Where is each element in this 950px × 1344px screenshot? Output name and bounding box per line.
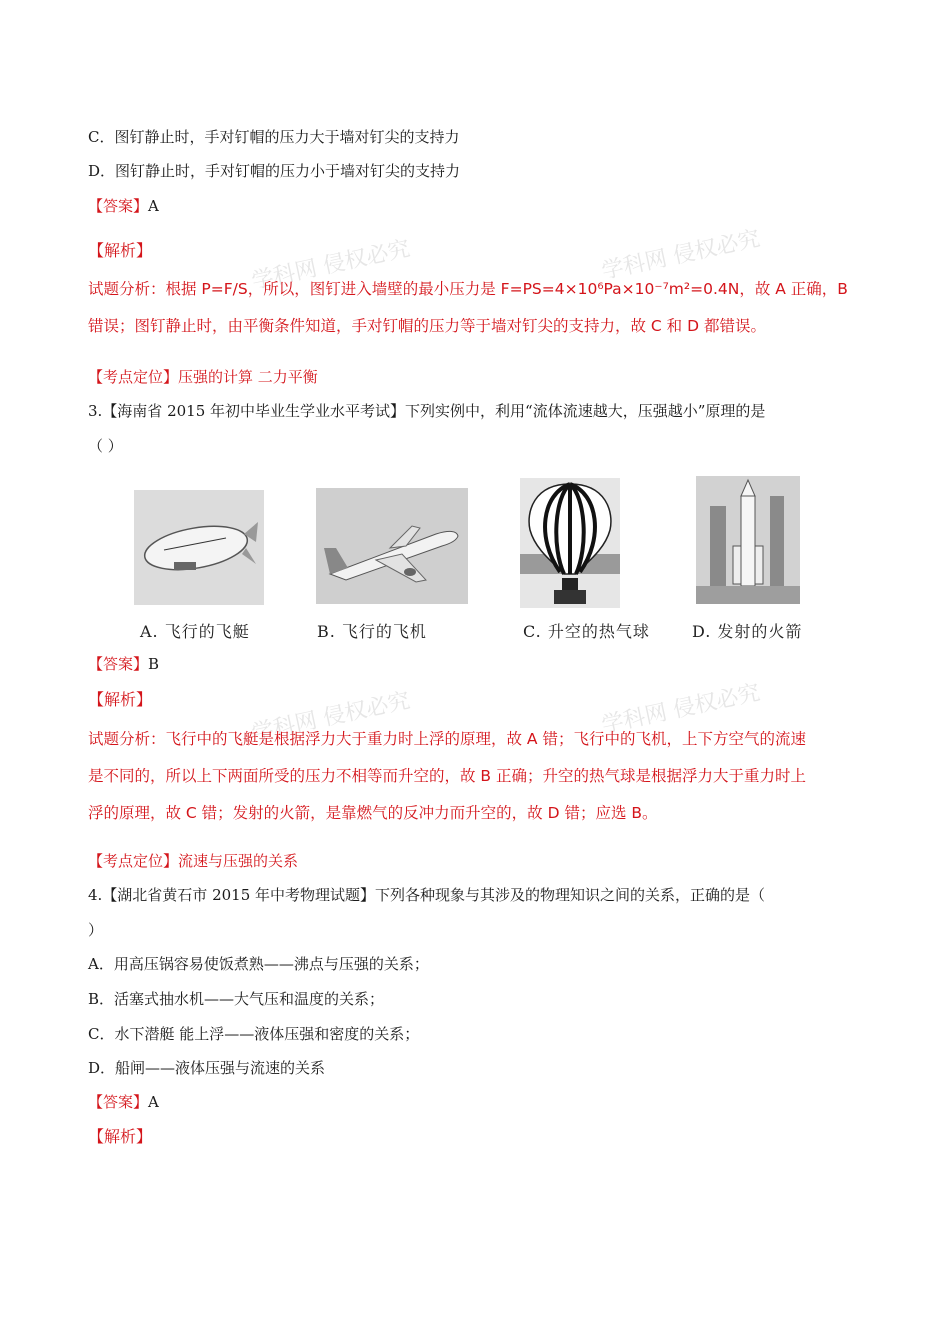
answer-value: A (148, 197, 159, 215)
caption-b: B. 飞行的飞机 (317, 622, 427, 641)
q3-stem-line2: （ ） (88, 437, 123, 455)
hot-air-balloon-image (520, 478, 620, 608)
q3-stem-line1: 3.【海南省 2015 年初中毕业生学业水平考试】下列实例中，利用“流体流速越大，压强越小”原理的是 (88, 402, 766, 420)
caption-a: A. 飞行的飞艇 (140, 622, 250, 641)
answer-value: B (148, 655, 160, 673)
kp-value: 流速与压强的关系 (178, 852, 299, 870)
airship-image (134, 490, 264, 605)
caption-d: D. 发射的火箭 (692, 622, 803, 641)
q4-option-c: C．水下潜艇 能上浮——液体压强和密度的关系； (88, 1025, 420, 1043)
watermark: 学科网 侵权必究 (249, 236, 413, 295)
q3-answer (88, 654, 159, 674)
answer-tag: 【答案】 (88, 1093, 149, 1111)
q4-stem-line2: ） (88, 921, 104, 939)
q2-answer (88, 196, 159, 216)
answer-tag: 【答案】 (88, 655, 149, 673)
watermark: 学科网 侵权必究 (599, 680, 763, 739)
kp-tag: 【考点定位】 (88, 852, 179, 870)
kp-tag: 【考点定位】 (88, 368, 179, 386)
rocket-image (696, 476, 800, 604)
watermark: 学科网 侵权必究 (249, 688, 413, 747)
q4-answer (88, 1092, 159, 1112)
q3-analysis-line2: 是不同的，所以上下两面所受的压力不相等而升空的，故 B 正确；升空的热气球是根据浮力大于重力时上 (88, 767, 806, 785)
q3-knowledge-point (88, 851, 298, 871)
q2-analysis-line1: 试题分析：根据 P=F/S，所以，图钉进入墙壁的最小压力是 F=PS=4×10⁶Pa×10⁻⁷m²=0.4N，故 A 正确，B (88, 280, 848, 298)
q2-knowledge-point (88, 367, 318, 387)
answer-tag: 【答案】 (88, 197, 149, 215)
q3-analysis-line3: 浮的原理，故 C 错；发射的火箭，是靠燃气的反冲力而升空的，故 D 错；应选 B。 (88, 804, 658, 822)
q3-analysis-tag: 【解析】 (88, 690, 153, 709)
answer-value: A (148, 1093, 159, 1111)
caption-c: C. 升空的热气球 (523, 622, 650, 641)
q2-analysis-tag: 【解析】 (88, 241, 153, 260)
kp-value: 压强的计算 二力平衡 (178, 368, 318, 386)
airplane-image (316, 488, 468, 604)
q2-option-d: D．图钉静止时，手对钉帽的压力小于墙对钉尖的支持力 (88, 162, 461, 180)
q4-option-a: A．用高压锅容易使饭煮熟——沸点与压强的关系； (88, 955, 429, 973)
q2-analysis-line2: 错误；图钉静止时，由平衡条件知道，手对钉帽的压力等于墙对钉尖的支持力，故 C 和 D 都错误。 (88, 317, 766, 335)
q3-analysis-line1: 试题分析：飞行中的飞艇是根据浮力大于重力时上浮的原理，故 A 错；飞行中的飞机，上下方空气的流速 (88, 730, 806, 748)
q4-stem-line1: 4.【湖北省黄石市 2015 年中考物理试题】下列各种现象与其涉及的物理知识之间的关系，正确的是（ (88, 886, 766, 904)
watermark: 学科网 侵权必究 (599, 226, 763, 285)
q4-analysis-tag: 【解析】 (88, 1127, 153, 1146)
q4-option-d: D．船闸——液体压强与流速的关系 (88, 1059, 326, 1077)
q4-option-b: B．活塞式抽水机——大气压和温度的关系； (88, 990, 385, 1008)
q2-option-c: C．图钉静止时，手对钉帽的压力大于墙对钉尖的支持力 (88, 128, 460, 146)
